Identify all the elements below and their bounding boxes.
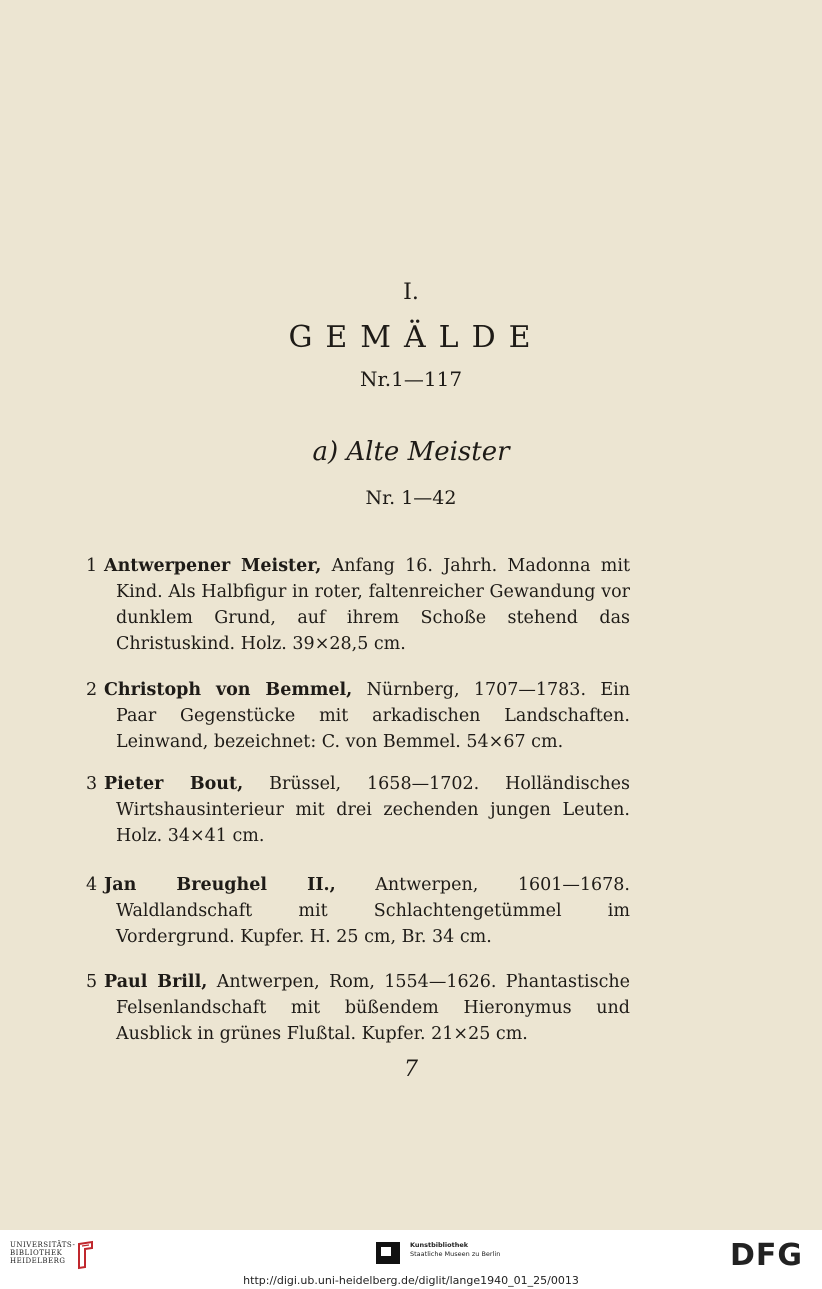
entry-description: Nürnberg, 1707—1783. Ein Paar Gegenstücke mit arkadischen Landschaften. Leinwand, bezeichnet: C. von Bemmel. 54×67 cm. [116,680,630,752]
entry-description: Anfang 16. Jahrh. Madonna mit Kind. Als Halbfigur in roter, faltenreicher Gewandung vor dunklem Grund, auf ihrem Schoße stehend das Christuskind. Holz. 39×28,5 cm. [116,556,630,654]
entry-number: 1 [86,556,98,576]
kunstbibliothek-label: Kunstbibliothek Staatliche Museen zu Berlin [410,1241,501,1258]
entry-number: 2 [86,680,98,700]
entry-artist: Antwerpener Meister, [104,556,322,576]
kunstbibliothek-logo-icon [376,1242,400,1264]
entry-number: 5 [86,972,98,992]
catalog-entry [86,677,630,755]
entry-description: Antwerpen, 1601—1678. Waldlandschaft mit Schlachtengetümmel im Vordergrund. Kupfer. H. 25 cm, Br. 34 cm. [116,875,630,947]
entry-artist: Paul Brill, [104,972,208,992]
dfg-logo: DFG [730,1238,804,1273]
page-url[interactable]: http://digi.ub.uni-heidelberg.de/diglit/lange1940_01_25/0013 [243,1274,579,1287]
entry-number: 4 [86,875,98,895]
page-number: 7 [404,1057,418,1082]
entry-artist: Jan Breughel II., [104,875,336,895]
university-logo-icon [74,1240,96,1270]
section-title: GEMÄLDE [288,320,544,355]
library-name: UNIVERSITÄTS- BIBLIOTHEK HEIDELBERG [10,1241,76,1265]
entry-description: Antwerpen, Rom, 1554—1626. Phantastische Felsenlandschaft mit büßendem Hieronymus und Ausblick in grünes Flußtal. Kupfer. 21×25 cm. [116,972,630,1044]
section-range: Nr.1—117 [359,367,463,391]
subsection-title: a) Alte Meister [312,437,510,467]
entry-artist: Christoph von Bemmel, [104,680,353,700]
entry-artist: Pieter Bout, [104,774,244,794]
catalog-entry [86,771,630,849]
viewer-footer [0,1230,822,1289]
catalog-entry [86,553,630,657]
entry-description: Brüssel, 1658—1702. Holländisches Wirtshausinterieur mit drei zechenden jungen Leuten. Holz. 34×41 cm. [116,774,630,846]
subsection-range: Nr. 1—42 [365,487,457,509]
catalog-entry [86,872,630,950]
entry-number: 3 [86,774,98,794]
catalog-entry [86,969,630,1047]
section-number: I. [403,280,419,305]
